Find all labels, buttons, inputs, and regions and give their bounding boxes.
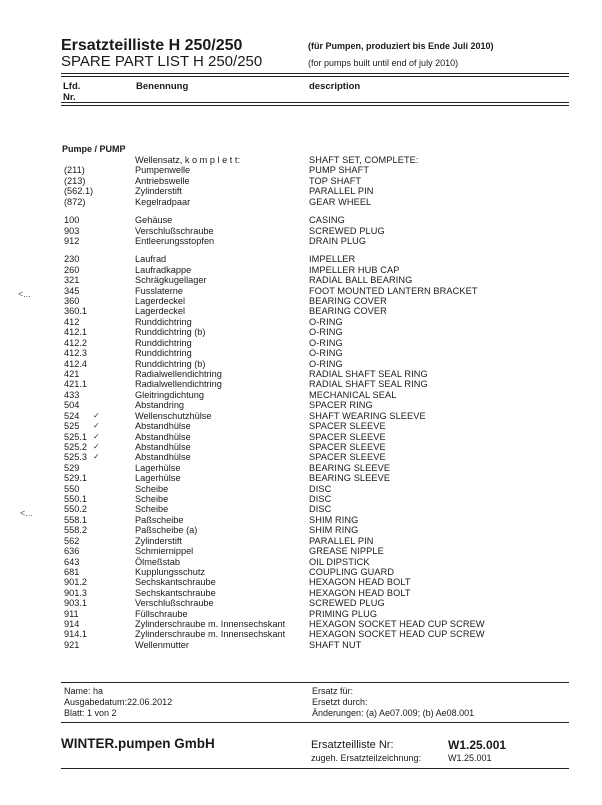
column-header-rule bbox=[61, 102, 569, 103]
margin-mark-top: <... bbox=[18, 289, 31, 299]
part-number: 524 bbox=[64, 410, 80, 421]
column-header-nr-1: Lfd. bbox=[63, 81, 81, 92]
english-description: RADIAL SHAFT SEAL RING bbox=[309, 379, 428, 390]
table-row bbox=[0, 226, 602, 236]
english-description: TOP SHAFT bbox=[309, 175, 362, 186]
part-number: 912 bbox=[64, 235, 80, 246]
table-row bbox=[0, 525, 602, 535]
english-description: SCREWED PLUG bbox=[309, 225, 385, 236]
german-name: Abstandring bbox=[135, 400, 185, 411]
part-number: 412 bbox=[64, 316, 80, 327]
check-mark: ✓ bbox=[93, 421, 100, 431]
table-row bbox=[0, 317, 602, 327]
german-name: Verschlußschraube bbox=[135, 598, 214, 609]
table-row bbox=[0, 432, 602, 442]
english-description: SPACER SLEEVE bbox=[309, 452, 386, 463]
german-name: Zylinderschraube m. Innensechskant bbox=[135, 629, 286, 640]
title-german: Ersatzteilliste H 250/250 bbox=[61, 37, 243, 54]
part-number: 562 bbox=[64, 535, 80, 546]
german-name: Radialwellendichtring bbox=[135, 368, 222, 379]
company-name: WINTER.pumpen GmbH bbox=[61, 736, 215, 751]
part-number: 360.1 bbox=[64, 306, 87, 317]
note-german: (für Pumpen, produziert bis Ende Juli 2010) bbox=[308, 41, 494, 51]
table-row bbox=[0, 577, 602, 587]
english-description: DISC bbox=[309, 483, 332, 494]
drawing-number: W1.25.001 bbox=[448, 753, 492, 763]
table-row bbox=[0, 452, 602, 462]
table-row bbox=[0, 390, 602, 400]
part-number: 412.1 bbox=[64, 327, 87, 338]
table-row bbox=[0, 588, 602, 598]
table-row bbox=[0, 515, 602, 525]
german-name: Antriebswelle bbox=[135, 175, 190, 186]
english-description: HEXAGON SOCKET HEAD CUP SCREW bbox=[309, 619, 485, 630]
german-name: Zylinderschraube m. Innensechskant bbox=[135, 619, 286, 630]
german-name: Zylinderstift bbox=[135, 535, 182, 546]
column-header-benennung: Benennung bbox=[136, 81, 189, 92]
part-number: 421 bbox=[64, 368, 80, 379]
table-row bbox=[0, 348, 602, 358]
german-name: Paßscheibe (a) bbox=[135, 525, 198, 536]
english-description: GREASE NIPPLE bbox=[309, 546, 384, 557]
part-number: 529 bbox=[64, 462, 80, 473]
check-mark: ✓ bbox=[93, 410, 100, 420]
table-row bbox=[0, 629, 602, 639]
english-description: O-RING bbox=[309, 316, 343, 327]
english-description: IMPELLER HUB CAP bbox=[309, 264, 400, 275]
english-description: OIL DIPSTICK bbox=[309, 556, 370, 567]
table-row bbox=[0, 598, 602, 608]
german-name: Scheibe bbox=[135, 483, 169, 494]
part-number: 504 bbox=[64, 400, 80, 411]
table-row bbox=[0, 265, 602, 275]
english-description: SHIM RING bbox=[309, 514, 359, 525]
english-description: SPACER SLEEVE bbox=[309, 421, 386, 432]
table-row bbox=[0, 197, 602, 207]
footer-rule-bottom bbox=[61, 768, 569, 769]
header-rule-top bbox=[61, 73, 569, 74]
part-number: 921 bbox=[64, 639, 80, 650]
part-number: 230 bbox=[64, 254, 80, 265]
english-description: CASING bbox=[309, 215, 345, 226]
table-row bbox=[0, 619, 602, 629]
part-number: 260 bbox=[64, 264, 80, 275]
german-name: Abstandhülse bbox=[135, 441, 191, 452]
german-name: Runddichtring (b) bbox=[135, 327, 206, 338]
note-english: (for pumps built until end of july 2010) bbox=[308, 58, 459, 68]
german-name: Lagerhülse bbox=[135, 473, 181, 484]
german-name: Sechskantschraube bbox=[135, 577, 216, 588]
german-name: Wellensatz, k o m p l e t t: bbox=[135, 155, 241, 165]
table-row bbox=[0, 286, 602, 296]
english-description: HEXAGON SOCKET HEAD CUP SCREW bbox=[309, 629, 485, 640]
english-description: SPACER SLEEVE bbox=[309, 441, 386, 452]
english-description: RADIAL BALL BEARING bbox=[309, 275, 413, 286]
german-name: Laufrad bbox=[135, 254, 167, 265]
german-name: Fusslaterne bbox=[135, 285, 184, 296]
check-mark: ✓ bbox=[93, 441, 100, 451]
table-row bbox=[0, 442, 602, 452]
english-description: O-RING bbox=[309, 327, 343, 338]
german-name: Laufradkappe bbox=[135, 264, 192, 275]
part-number: 903 bbox=[64, 225, 80, 236]
table-row bbox=[0, 411, 602, 421]
german-name: Lagerdeckel bbox=[135, 306, 186, 317]
english-description: PARALLEL PIN bbox=[309, 186, 374, 197]
part-number: 412.4 bbox=[64, 358, 87, 369]
part-number: 525.2 bbox=[64, 441, 87, 452]
table-row bbox=[0, 236, 602, 246]
part-number: 901.3 bbox=[64, 587, 87, 598]
footer-name: Name: ha bbox=[64, 686, 104, 696]
table-row bbox=[0, 536, 602, 546]
english-description: PUMP SHAFT bbox=[309, 165, 370, 176]
english-description: COUPLING GUARD bbox=[309, 566, 395, 577]
german-name: Paßscheibe bbox=[135, 514, 184, 525]
table-row bbox=[0, 338, 602, 348]
german-name: Runddichtring bbox=[135, 348, 192, 359]
footer-ersatz-fuer: Ersatz für: bbox=[312, 686, 354, 696]
english-description: IMPELLER bbox=[309, 254, 356, 265]
part-number: 901.2 bbox=[64, 577, 87, 588]
part-number: 914.1 bbox=[64, 629, 87, 640]
german-name: Entleerungsstopfen bbox=[135, 235, 215, 246]
part-number: 100 bbox=[64, 215, 80, 226]
section-title: Pumpe / PUMP bbox=[62, 144, 126, 154]
table-row bbox=[0, 609, 602, 619]
english-description: SCREWED PLUG bbox=[309, 598, 385, 609]
drawing-number-label: zugeh. Ersatzteilzeichnung: bbox=[311, 753, 422, 763]
english-description: RADIAL SHAFT SEAL RING bbox=[309, 368, 428, 379]
table-row bbox=[0, 155, 602, 165]
english-description: O-RING bbox=[309, 358, 343, 369]
table-row bbox=[0, 463, 602, 473]
german-name: Runddichtring bbox=[135, 316, 192, 327]
check-mark: ✓ bbox=[93, 452, 100, 462]
part-number: 636 bbox=[64, 546, 80, 557]
part-number: 529.1 bbox=[64, 473, 87, 484]
german-name: Zylinderstift bbox=[135, 186, 182, 197]
part-number: 550.2 bbox=[64, 504, 87, 515]
part-number: 558.1 bbox=[64, 514, 87, 525]
part-number: 345 bbox=[64, 285, 80, 296]
english-description: BEARING SLEEVE bbox=[309, 462, 391, 473]
table-row bbox=[0, 567, 602, 577]
english-description: DISC bbox=[309, 494, 332, 505]
german-name: Pumpenwelle bbox=[135, 165, 191, 176]
parts-list-number-label: Ersatzteilliste Nr: bbox=[311, 739, 394, 751]
table-row bbox=[0, 359, 602, 369]
column-header-description: description bbox=[309, 81, 361, 92]
english-description: SPACER SLEEVE bbox=[309, 431, 386, 442]
english-description: O-RING bbox=[309, 337, 343, 348]
table-row bbox=[0, 254, 602, 264]
part-number: (213) bbox=[64, 175, 86, 186]
part-number: 681 bbox=[64, 566, 80, 577]
part-number: 525 bbox=[64, 421, 80, 432]
footer-sheet: Blatt: 1 von 2 bbox=[64, 708, 117, 718]
column-header-nr-2: Nr. bbox=[63, 92, 76, 103]
german-name: Kupplungsschutz bbox=[135, 566, 205, 577]
part-number: 550 bbox=[64, 483, 80, 494]
english-description: DISC bbox=[309, 504, 332, 515]
margin-mark-bottom: <... bbox=[20, 508, 33, 518]
part-number: 643 bbox=[64, 556, 80, 567]
part-number: 914 bbox=[64, 619, 80, 630]
table-row bbox=[0, 176, 602, 186]
english-description: SPACER RING bbox=[309, 400, 373, 411]
german-name: Füllschraube bbox=[135, 608, 188, 619]
german-name: Wellenmutter bbox=[135, 639, 189, 650]
part-number: (562.1) bbox=[64, 186, 94, 197]
footer-date: Ausgabedatum:22.06.2012 bbox=[64, 697, 173, 707]
table-row bbox=[0, 327, 602, 337]
table-row bbox=[0, 484, 602, 494]
table-row bbox=[0, 640, 602, 650]
table-row bbox=[0, 369, 602, 379]
part-number: 412.3 bbox=[64, 348, 87, 359]
german-name: Sechskantschraube bbox=[135, 587, 216, 598]
english-description: SHIM RING bbox=[309, 525, 359, 536]
german-name: Kegelradpaar bbox=[135, 196, 191, 207]
footer-aenderungen: Änderungen: (a) Ae07.009; (b) Ae08.001 bbox=[312, 708, 475, 718]
check-mark: ✓ bbox=[93, 431, 100, 441]
part-number: (872) bbox=[64, 196, 86, 207]
footer-rule-mid bbox=[61, 722, 569, 723]
english-description: HEXAGON HEAD BOLT bbox=[309, 577, 411, 588]
english-description: PARALLEL PIN bbox=[309, 535, 374, 546]
title-english: SPARE PART LIST H 250/250 bbox=[61, 53, 263, 70]
table-row bbox=[0, 165, 602, 175]
german-name: Radialwellendichtring bbox=[135, 379, 222, 390]
column-header-rule-2 bbox=[61, 105, 569, 106]
part-number: 360 bbox=[64, 296, 80, 307]
english-description: MECHANICAL SEAL bbox=[309, 389, 397, 400]
table-row bbox=[0, 473, 602, 483]
german-name: Ölmeßstab bbox=[135, 556, 180, 567]
german-name: Abstandhülse bbox=[135, 431, 191, 442]
table-row bbox=[0, 504, 602, 514]
part-number: (211) bbox=[64, 165, 85, 176]
part-number: 903.1 bbox=[64, 598, 87, 609]
header-rule-top-2 bbox=[61, 76, 569, 77]
english-description: SHAFT SET, COMPLETE: bbox=[309, 155, 419, 165]
german-name: Verschlußschraube bbox=[135, 225, 214, 236]
part-number: 525.3 bbox=[64, 452, 87, 463]
english-description: O-RING bbox=[309, 348, 343, 359]
table-row bbox=[0, 421, 602, 431]
english-description: BEARING COVER bbox=[309, 296, 387, 307]
english-description: GEAR WHEEL bbox=[309, 196, 372, 207]
table-row bbox=[0, 379, 602, 389]
part-number: 412.2 bbox=[64, 337, 87, 348]
english-description: BEARING SLEEVE bbox=[309, 473, 391, 484]
part-number: 525.1 bbox=[64, 431, 87, 442]
english-description: HEXAGON HEAD BOLT bbox=[309, 587, 411, 598]
english-description: FOOT MOUNTED LANTERN BRACKET bbox=[309, 285, 478, 296]
table-row bbox=[0, 546, 602, 556]
table-row bbox=[0, 275, 602, 285]
german-name: Runddichtring (b) bbox=[135, 358, 206, 369]
table-row bbox=[0, 296, 602, 306]
part-number: 421.1 bbox=[64, 379, 87, 390]
table-row bbox=[0, 494, 602, 504]
footer-ersetzt-durch: Ersetzt durch: bbox=[312, 697, 368, 707]
german-name: Abstandhülse bbox=[135, 421, 191, 432]
english-description: SHAFT WEARING SLEEVE bbox=[309, 410, 426, 421]
german-name: Lagerdeckel bbox=[135, 296, 186, 307]
german-name: Wellenschutzhülse bbox=[135, 410, 212, 421]
parts-list-number: W1.25.001 bbox=[448, 738, 507, 752]
table-row bbox=[0, 400, 602, 410]
german-name: Scheibe bbox=[135, 494, 169, 505]
german-name: Schmiernippel bbox=[135, 546, 194, 557]
english-description: SHAFT NUT bbox=[309, 639, 362, 650]
english-description: PRIMING PLUG bbox=[309, 608, 378, 619]
german-name: Scheibe bbox=[135, 504, 169, 515]
german-name: Lagerhülse bbox=[135, 462, 181, 473]
table-row bbox=[0, 557, 602, 567]
part-number: 321 bbox=[64, 275, 80, 286]
part-number: 911 bbox=[64, 608, 79, 619]
english-description: DRAIN PLUG bbox=[309, 235, 367, 246]
german-name: Abstandhülse bbox=[135, 452, 191, 463]
part-number: 550.1 bbox=[64, 494, 87, 505]
german-name: Runddichtring bbox=[135, 337, 192, 348]
german-name: Gleitringdichtung bbox=[135, 389, 204, 400]
part-number: 433 bbox=[64, 389, 80, 400]
table-row bbox=[0, 306, 602, 316]
table-row bbox=[0, 215, 602, 225]
german-name: Schrägkugellager bbox=[135, 275, 207, 286]
english-description: BEARING COVER bbox=[309, 306, 387, 317]
table-row bbox=[0, 186, 602, 196]
footer-rule-top bbox=[61, 682, 569, 683]
part-number: 558.2 bbox=[64, 525, 87, 536]
german-name: Gehäuse bbox=[135, 215, 173, 226]
